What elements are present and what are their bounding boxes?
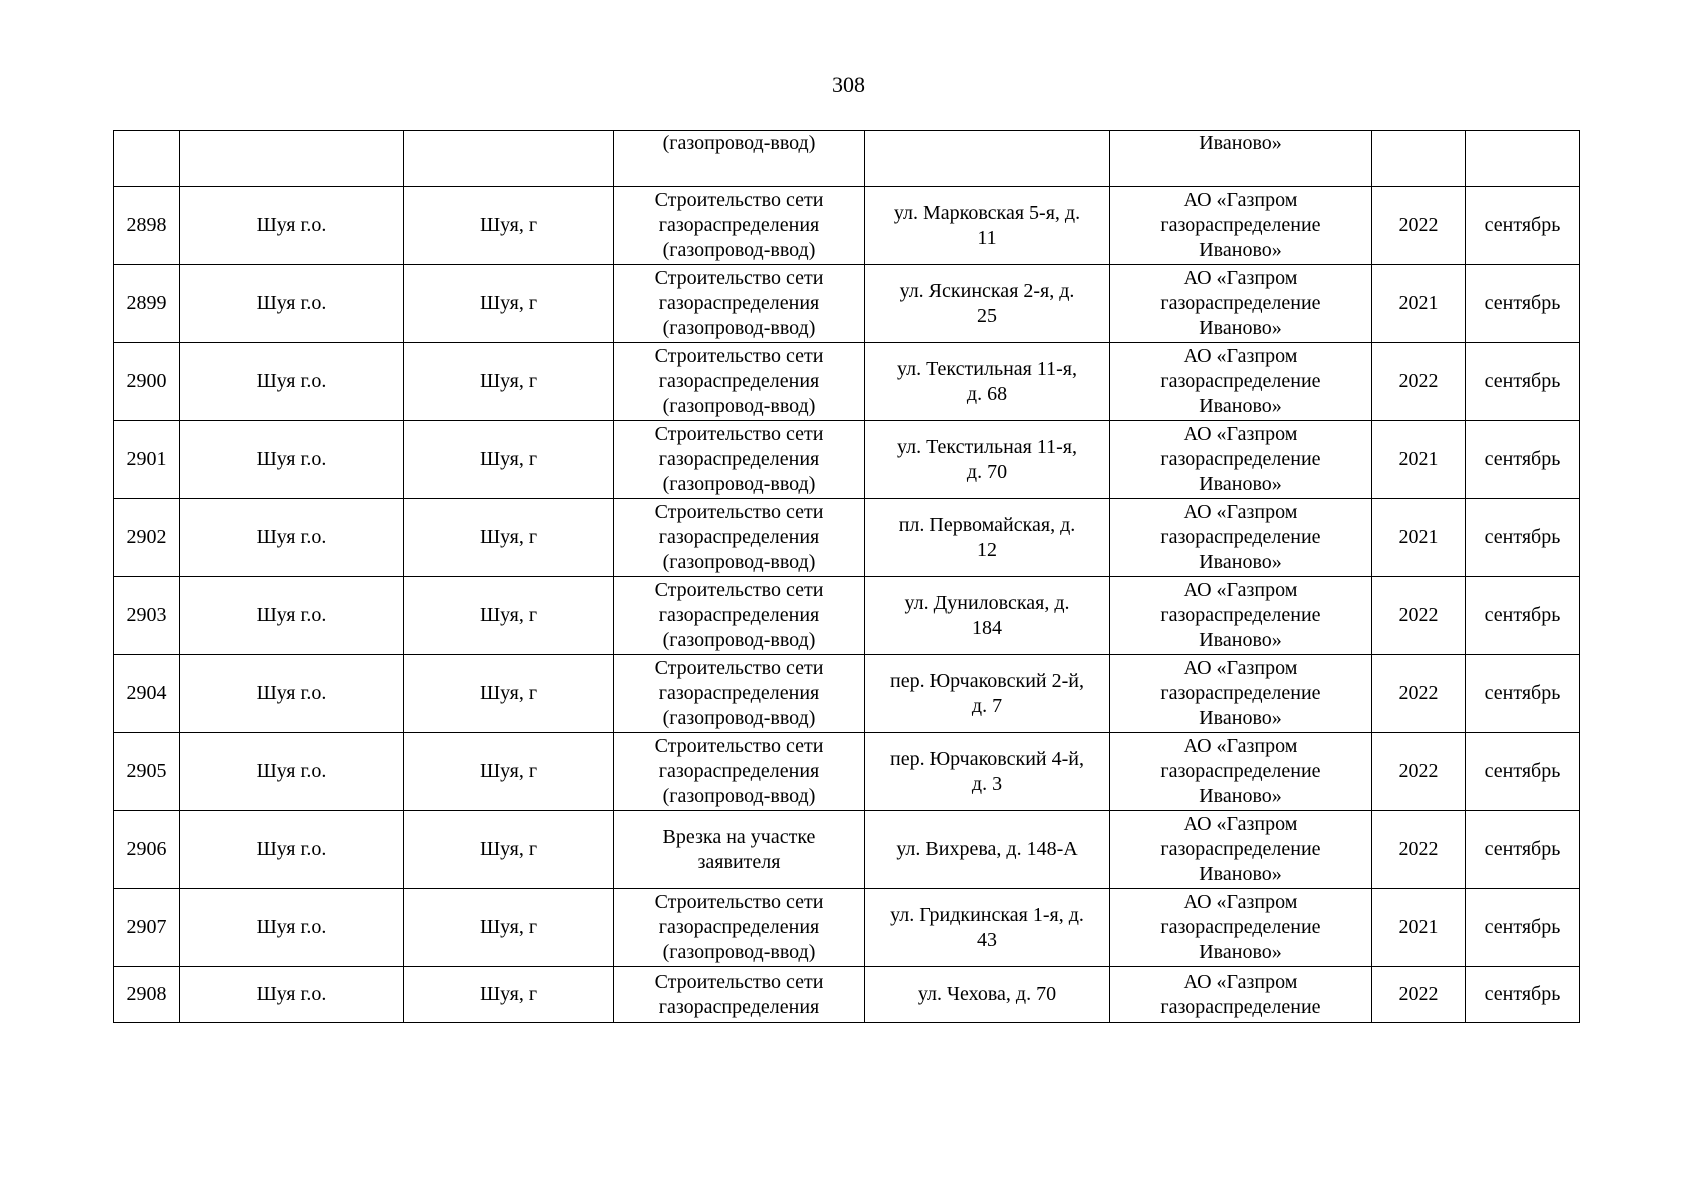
- cell-month: сентябрь: [1466, 967, 1580, 1023]
- cell-month: сентябрь: [1466, 733, 1580, 811]
- cell-organization-text: АО «Газпром газораспределение Иваново»: [1160, 501, 1321, 573]
- cell-settlement: Шуя, г: [404, 499, 614, 577]
- cell-address: [865, 577, 1110, 655]
- cell-organization: [1110, 187, 1372, 265]
- cell-municipality: Шуя г.о.: [180, 577, 404, 655]
- cell-work: [614, 967, 865, 1023]
- cell-organization-text: АО «Газпром газораспределение Иваново»: [1160, 657, 1321, 729]
- cell-work-text: Строительство сети газораспределения (газопровод-ввод): [654, 267, 824, 339]
- cell-municipality: Шуя г.о.: [180, 265, 404, 343]
- cell-settlement: Шуя, г: [404, 733, 614, 811]
- cell-year: 2021: [1372, 889, 1466, 967]
- cell-address: [865, 655, 1110, 733]
- cell-work: [614, 499, 865, 577]
- cell-organization-text: АО «Газпром газораспределение Иваново»: [1160, 735, 1321, 807]
- cell-work: [614, 889, 865, 967]
- cell-settlement: Шуя, г: [404, 577, 614, 655]
- cell-municipality: Шуя г.о.: [180, 343, 404, 421]
- cell-municipality: Шуя г.о.: [180, 811, 404, 889]
- cell-year: 2022: [1372, 343, 1466, 421]
- cell-organization-text: АО «Газпром газораспределение Иваново»: [1160, 423, 1321, 495]
- cell-address: [865, 733, 1110, 811]
- cell-address-text: пл. Первомайская, д. 12: [898, 513, 1076, 561]
- cell-work-text: (газопровод-ввод): [662, 132, 816, 154]
- cell-settlement: Шуя, г: [404, 889, 614, 967]
- cell-number: 2898: [114, 187, 180, 265]
- cell-work-text: Строительство сети газораспределения (газопровод-ввод): [654, 735, 824, 807]
- cell-number: 2904: [114, 655, 180, 733]
- cell-organization-text: АО «Газпром газораспределение Иваново»: [1160, 579, 1321, 651]
- cell-number: 2906: [114, 811, 180, 889]
- cell-number: 2908: [114, 967, 180, 1023]
- table-row-continuation: [114, 131, 1580, 187]
- cell-work: [614, 421, 865, 499]
- cell-address: [865, 421, 1110, 499]
- table-row: [114, 733, 1580, 811]
- cell-address: [865, 265, 1110, 343]
- cell-address: [865, 343, 1110, 421]
- cell-municipality: [180, 131, 404, 187]
- cell-organization: [1110, 733, 1372, 811]
- cell-settlement: Шуя, г: [404, 343, 614, 421]
- cell-address: [865, 499, 1110, 577]
- cell-address: [865, 889, 1110, 967]
- cell-organization: [1110, 421, 1372, 499]
- cell-municipality: Шуя г.о.: [180, 967, 404, 1023]
- cell-address-text: ул. Вихрева, д. 148-А: [896, 838, 1078, 860]
- cell-municipality: Шуя г.о.: [180, 421, 404, 499]
- cell-address-text: ул. Гридкинская 1-я, д. 43: [890, 903, 1084, 951]
- data-table: [113, 130, 1580, 1023]
- cell-number: 2905: [114, 733, 180, 811]
- cell-month: сентябрь: [1466, 655, 1580, 733]
- cell-work: [614, 187, 865, 265]
- cell-work: [614, 343, 865, 421]
- cell-number: 2900: [114, 343, 180, 421]
- cell-month: сентябрь: [1466, 811, 1580, 889]
- cell-number: [114, 131, 180, 187]
- cell-year: 2021: [1372, 265, 1466, 343]
- table-row: [114, 967, 1580, 1023]
- table-row: [114, 187, 1580, 265]
- cell-address-text: ул. Текстильная 11-я, д. 68: [897, 357, 1077, 405]
- cell-organization: [1110, 577, 1372, 655]
- cell-organization-text: АО «Газпром газораспределение Иваново»: [1160, 813, 1321, 885]
- cell-month: сентябрь: [1466, 187, 1580, 265]
- cell-year: [1372, 131, 1466, 187]
- cell-number: 2901: [114, 421, 180, 499]
- cell-year: 2021: [1372, 499, 1466, 577]
- cell-settlement: Шуя, г: [404, 811, 614, 889]
- cell-organization: [1110, 967, 1372, 1023]
- cell-work: [614, 733, 865, 811]
- cell-work: [614, 811, 865, 889]
- cell-year: 2022: [1372, 187, 1466, 265]
- cell-number: 2907: [114, 889, 180, 967]
- cell-settlement: Шуя, г: [404, 187, 614, 265]
- cell-address-text: ул. Текстильная 11-я, д. 70: [897, 435, 1077, 483]
- cell-work-text: Строительство сети газораспределения: [654, 970, 824, 1018]
- cell-month: сентябрь: [1466, 499, 1580, 577]
- cell-work-text: Строительство сети газораспределения (газопровод-ввод): [654, 345, 824, 417]
- cell-work-text: Строительство сети газораспределения (газопровод-ввод): [654, 501, 824, 573]
- cell-address-text: ул. Марковская 5-я, д. 11: [893, 201, 1081, 249]
- cell-municipality: Шуя г.о.: [180, 655, 404, 733]
- cell-organization: [1110, 655, 1372, 733]
- cell-work-text: Строительство сети газораспределения (газопровод-ввод): [654, 657, 824, 729]
- cell-work: [614, 131, 865, 187]
- cell-work-text: Строительство сети газораспределения (газопровод-ввод): [654, 891, 824, 963]
- cell-work-text: Строительство сети газораспределения (газопровод-ввод): [654, 189, 824, 261]
- table-row: [114, 577, 1580, 655]
- cell-municipality: Шуя г.о.: [180, 889, 404, 967]
- cell-settlement: [404, 131, 614, 187]
- cell-organization: [1110, 131, 1372, 187]
- cell-month: сентябрь: [1466, 889, 1580, 967]
- cell-organization: [1110, 499, 1372, 577]
- cell-work-text: Строительство сети газораспределения (газопровод-ввод): [654, 423, 824, 495]
- cell-month: сентябрь: [1466, 343, 1580, 421]
- cell-organization: [1110, 343, 1372, 421]
- cell-month: [1466, 131, 1580, 187]
- table-row: [114, 655, 1580, 733]
- cell-work: [614, 577, 865, 655]
- cell-address-text: ул. Яскинская 2-я, д. 25: [899, 279, 1075, 327]
- cell-address: [865, 967, 1110, 1023]
- cell-year: 2022: [1372, 733, 1466, 811]
- cell-settlement: Шуя, г: [404, 421, 614, 499]
- table-row: [114, 889, 1580, 967]
- cell-settlement: Шуя, г: [404, 655, 614, 733]
- cell-organization-text: АО «Газпром газораспределение Иваново»: [1160, 345, 1321, 417]
- cell-organization-text: АО «Газпром газораспределение Иваново»: [1160, 189, 1321, 261]
- cell-municipality: Шуя г.о.: [180, 187, 404, 265]
- cell-year: 2022: [1372, 655, 1466, 733]
- cell-year: 2022: [1372, 967, 1466, 1023]
- table-row: [114, 811, 1580, 889]
- cell-address-text: ул. Чехова, д. 70: [917, 983, 1057, 1005]
- cell-organization-text: Иваново»: [1199, 132, 1282, 154]
- cell-organization: [1110, 265, 1372, 343]
- cell-address: [865, 811, 1110, 889]
- cell-work: [614, 265, 865, 343]
- cell-work-text: Строительство сети газораспределения (газопровод-ввод): [654, 579, 824, 651]
- cell-address: [865, 187, 1110, 265]
- cell-organization-text: АО «Газпром газораспределение Иваново»: [1160, 267, 1321, 339]
- table-row: [114, 343, 1580, 421]
- cell-year: 2022: [1372, 577, 1466, 655]
- table-row: [114, 421, 1580, 499]
- cell-address-text: ул. Дуниловская, д. 184: [904, 591, 1070, 639]
- cell-organization-text: АО «Газпром газораспределение: [1160, 970, 1321, 1018]
- cell-organization: [1110, 889, 1372, 967]
- cell-settlement: Шуя, г: [404, 265, 614, 343]
- cell-organization-text: АО «Газпром газораспределение Иваново»: [1160, 891, 1321, 963]
- table-row: [114, 499, 1580, 577]
- cell-address-text: пер. Юрчаковский 2-й, д. 7: [890, 669, 1084, 717]
- cell-number: 2899: [114, 265, 180, 343]
- cell-number: 2903: [114, 577, 180, 655]
- cell-month: сентябрь: [1466, 577, 1580, 655]
- cell-settlement: Шуя, г: [404, 967, 614, 1023]
- cell-work: [614, 655, 865, 733]
- cell-number: 2902: [114, 499, 180, 577]
- cell-year: 2021: [1372, 421, 1466, 499]
- cell-month: сентябрь: [1466, 265, 1580, 343]
- cell-month: сентябрь: [1466, 421, 1580, 499]
- cell-municipality: Шуя г.о.: [180, 733, 404, 811]
- cell-year: 2022: [1372, 811, 1466, 889]
- cell-address: [865, 131, 1110, 187]
- cell-address-text: пер. Юрчаковский 4-й, д. 3: [890, 747, 1084, 795]
- cell-organization: [1110, 811, 1372, 889]
- cell-work-text: Врезка на участке заявителя: [662, 825, 816, 873]
- page-number: 308: [832, 72, 865, 97]
- table-row: [114, 265, 1580, 343]
- cell-municipality: Шуя г.о.: [180, 499, 404, 577]
